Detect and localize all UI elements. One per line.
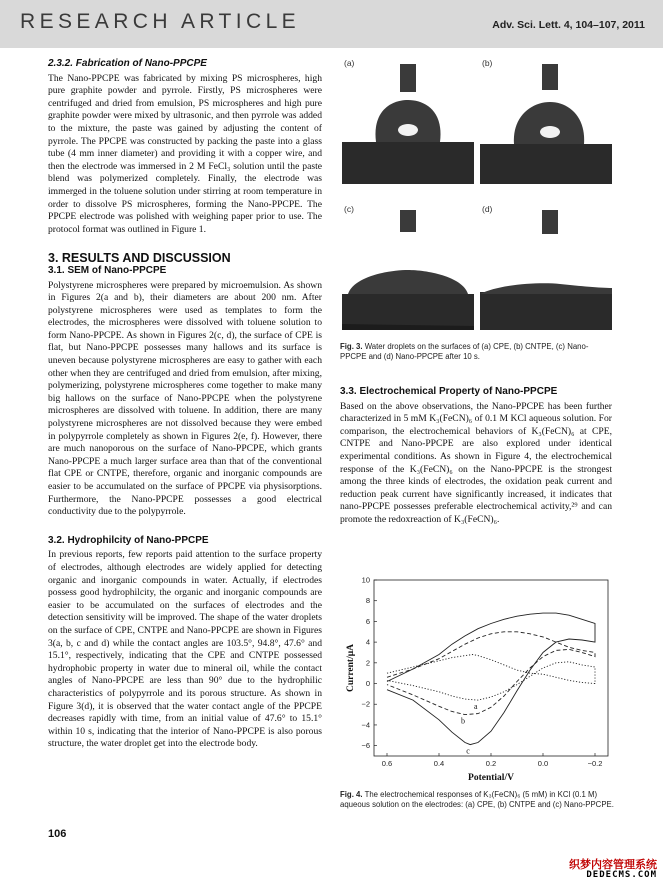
journal-reference: Adv. Sci. Lett. 4, 104–107, 2011 [492,19,645,31]
paragraph-electrochemical: Based on the above observations, the Nano-PPCPE has been further characterized in 5 mM K₃(FeCN)₆ of 0.1 M KCl aqueous solution. For comparison, the electrochemical behaviors of K₃(FeCN)₆ at CPE, CNTPE and Nano-PPCPE are also explored under identical experimental conditions. As shown in Figure 4, the electrochemical response of the K₃(FeCN)₆ on the Nano-PPCPE is the strongest among the three kinds of electrodes, the oxidation peak current and reduction peak current have significantly increased, it indicates that nano-PPCPE possesses preferable electrochemical activity,²⁹ and can promote the redoxreaction of K₃(FeCN)₆. [340,400,612,525]
droplet-panel-a [342,58,474,184]
watermark-text-en: DEDECMS.COM [586,870,657,880]
droplet-d-image [480,204,612,330]
droplet-a-image [342,58,474,184]
x-axis-label: Potential/V [468,773,514,783]
subsection-title-3-2: 3.2. Hydrophilcity of Nano-PPCPE [48,534,209,546]
series-curve-b [387,632,595,715]
droplet-b-image [480,58,612,184]
section-title-results: 3. RESULTS AND DISCUSSION [48,251,231,266]
figure-3-label: Fig. 3. [340,342,363,351]
series-curve-a [387,655,595,701]
y-tick-label: 10 [361,576,370,585]
panel-label: (a) [344,58,355,68]
droplet-panel-d [480,204,612,330]
section-type-label: RESEARCH ARTICLE [20,10,301,33]
panel-label: (c) [344,204,354,214]
droplet-c-image [342,204,474,330]
subsection-title-2-3-2: 2.3.2. Fabrication of Nano-PPCPE [48,58,207,69]
right-column [340,386,612,527]
y-tick-label: −4 [361,720,370,730]
cv-chart-svg [344,576,614,786]
paragraph-fabrication: The Nano-PPCPE was fabricated by mixing PS microspheres, high pure graphite powder and pyrrole. Firstly, PS microspheres were centrifuged and dried from emulsion, PS microspheres and high pure graphite powder were mixed by ultrasonic, and then pyrrole was added to the mixture, the paste was gained by adjusting the content of pyrrole. The PPCPE was constructed by packing the paste into a glass tube (4 mm inner diameter) and providing it with a copper wire, and then the electrode was immersed in 2 M FeCl₃ solution until the paste blend was polymerized completely. Finally, the electrode was immerged in the toluene solution under stirring at room temperature in order to dissolve PS microspheres, forming the Nano-PPCPE. The PPCPE electrode was polished with weighing paper prior to use. The protocol format was outlined in Figure 1. [48,72,322,235]
figure-4-cv-chart [344,576,614,786]
running-header [0,0,663,48]
paragraph-sem: Polystyrene microspheres were prepared by microemulsion. As shown in Figures 2(a and b), their diameters are about 200 nm. After polystyrene microspheres were used as templates to form the electrodes, the microspheres were dissolved with toluene solution to form Nano-PPCPE. As shown in Figures 2(c, d), the surface of CPE is flat, but Nano-PPCPE possesses many hallows and its surface is uneven because polystyrene microspheres are easy to gather with each other when they are centrifuged and dried from emulsion, after mixing, polymerizing, polystyrene microspheres come together to make many big hallows on the surface of Nano-PPCPE when the polystyrene microspheres are dissolved with toluene. In addition, there are many polystyrene microspheres are not dissolved because they were embed in polypyrrole completely as shown in Figures 2(e, f). However, there are much nanoporous on the surface of Nano-PPCPE, which grants Nano-PPCPE a much larger surface area than that of the conventional flat CPE or CNTPE, therefore, organic and inorganic compounds are easier to be accumulated on the surface of PPCPE via physisorptions. Furthermore, the Nano-PPCPE possesses a good electrical conductivity due to the polypyrrole. [48,279,322,518]
series-curve-c [387,613,595,745]
x-tick-label: 0.2 [485,759,497,768]
figure-3-caption-text: Water droplets on the surfaces of (a) CPE, (b) CNTPE, (c) Nano-PPCPE and (d) Nano-PPCPE after 10 s. [340,342,589,361]
figure-4-label: Fig. 4. [340,790,363,799]
y-tick-label: 4 [365,637,370,647]
figure-4-caption-text: The electrochemical responses of K₃(FeCN)₆ (5 mM) in KCl (0.1 M) aqueous solution on the electrodes: (a) CPE, (b) CNTPE and (c) Nano-PPCPE. [340,790,614,809]
paragraph-hydrophilicity: In previous reports, few reports paid attention to the surface property of electrodes, although electrodes are widely applied for detecting organic and inorganic compounds in water. Actually, if electrodes possess good hydrophilcity, the organic and inorganic compounds are easier to be accumulated on the surfaces of electrodes and the detection sensitivity will be improved. The shape of the water droplets on the surface of CPE, CNTPE and Nano-PPCPE are shown in Figures 3(a, b, c and d) while the contact angles are 103.5°, 94.8°, 47.6° and 15.1°, respectively, indicating that the CPE and CNTPE possessed hydrophobic property in water due to mineral oil, while the contact angles of Nano-PPCPE are less than 90° due to the hydrophilic characteristics of polypyrrole and its porous structure. As shown in Figure 3(d), it is observed that the water contact angle of the PPCPE decreases rapidly with time, from an initial value of 47.6° to 15.1° within 10 s, indicating that the interior of Nano-PPCPE is also porous structure, the water droplet get into the electrode body. [48,549,322,750]
y-tick-label: 0 [365,679,370,689]
series-label-b: b [461,716,465,726]
subsection-title-3-3: 3.3. Electrochemical Property of Nano-PPCPE [340,386,558,397]
x-tick-label: 0.6 [381,759,393,768]
series-label-a: a [474,702,478,712]
droplet-panel-b [480,58,612,184]
series-label-c: c [466,746,470,756]
x-tick-label: 0.4 [433,759,445,768]
y-tick-label: 8 [365,596,370,606]
x-tick-label: 0.0 [537,759,549,768]
watermark-text-cn: 织梦内容管理系统 [569,858,657,871]
figure-3-droplets [342,58,614,336]
left-column [48,58,322,751]
droplet-panel-c [342,204,474,330]
y-tick-label: 2 [365,658,370,668]
page-number: 106 [48,828,67,840]
site-watermark [539,856,657,882]
y-axis-label: Current/μA [346,644,356,692]
subsection-title-3-1: 3.1. SEM of Nano-PPCPE [48,264,167,276]
y-tick-label: −6 [361,741,370,751]
figure-4-caption [340,790,614,810]
panel-label: (b) [482,58,493,68]
figure-3-caption [340,342,614,362]
plot-frame [374,580,608,756]
y-tick-label: −2 [361,699,370,709]
y-tick-label: 6 [365,616,370,626]
panel-label: (d) [482,204,493,214]
x-tick-label: −0.2 [587,759,603,768]
